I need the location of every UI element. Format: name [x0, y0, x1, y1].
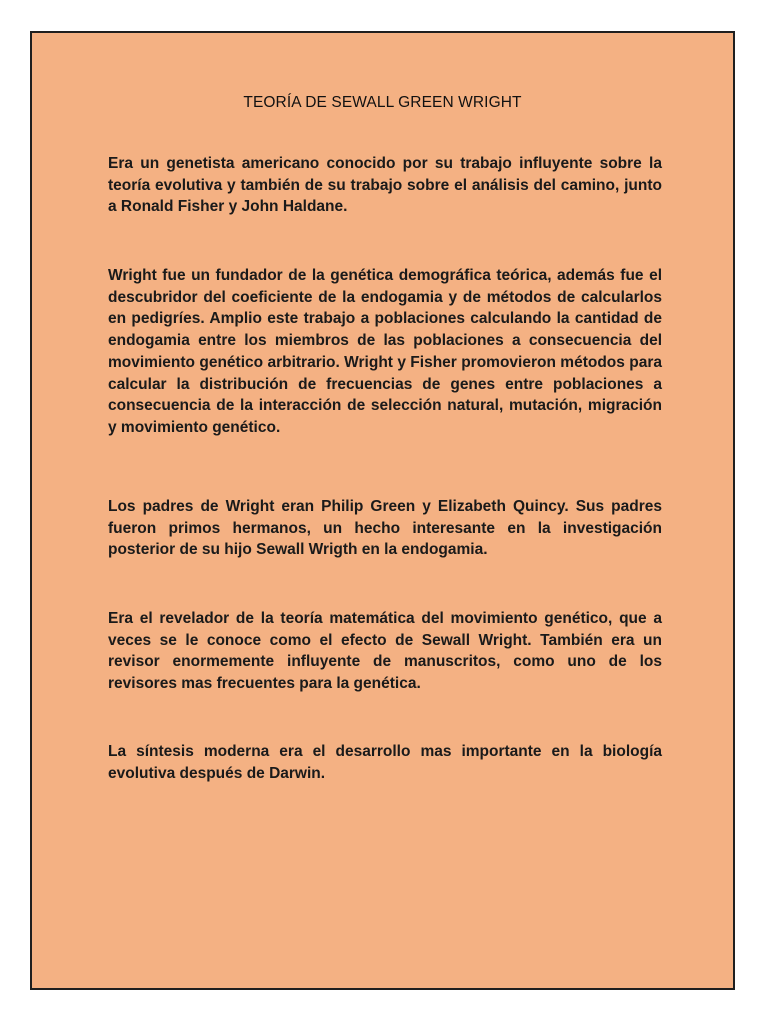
paragraph-2: Wright fue un fundador de la genética demográfica teórica, además fue el descubridor del coeficiente de la endogamia y de métodos de calcularlos en pedigríes. Amplio este trabajo a poblaciones calculando la cantidad de endogamia entre los miembros de las poblaciones a consecuencia del movimiento genético arbitrario. Wright y Fisher promovieron métodos para calcular la distribución de frecuencias de genes entre poblaciones a consecuencia de la interacción de selección natural, mutación, migración y movimiento genético.	[108, 267, 662, 436]
paragraph-5: La síntesis moderna era el desarrollo mas importante en la biología evolutiva después de Darwin.	[108, 743, 662, 782]
paragraph-4: Era el revelador de la teoría matemática del movimiento genético, que a veces se le conoce como el efecto de Sewall Wright. También era un revisor enormemente influyente de manuscritos, como uno de los revisores mas frecuentes para la genética.	[108, 610, 662, 693]
document-page	[30, 31, 735, 990]
paragraph-3: Los padres de Wright eran Philip Green y Elizabeth Quincy. Sus padres fueron primos hermanos, un hecho interesante en la investigación posterior de su hijo Sewall Wrigth en la endogamia.	[108, 498, 662, 559]
document-title: TEORÍA DE SEWALL GREEN WRIGHT	[243, 94, 522, 111]
paragraph-1: Era un genetista americano conocido por su trabajo influyente sobre la teoría evolutiva y también de su trabajo sobre el análisis del camino, junto a Ronald Fisher y John Haldane.	[108, 155, 662, 216]
